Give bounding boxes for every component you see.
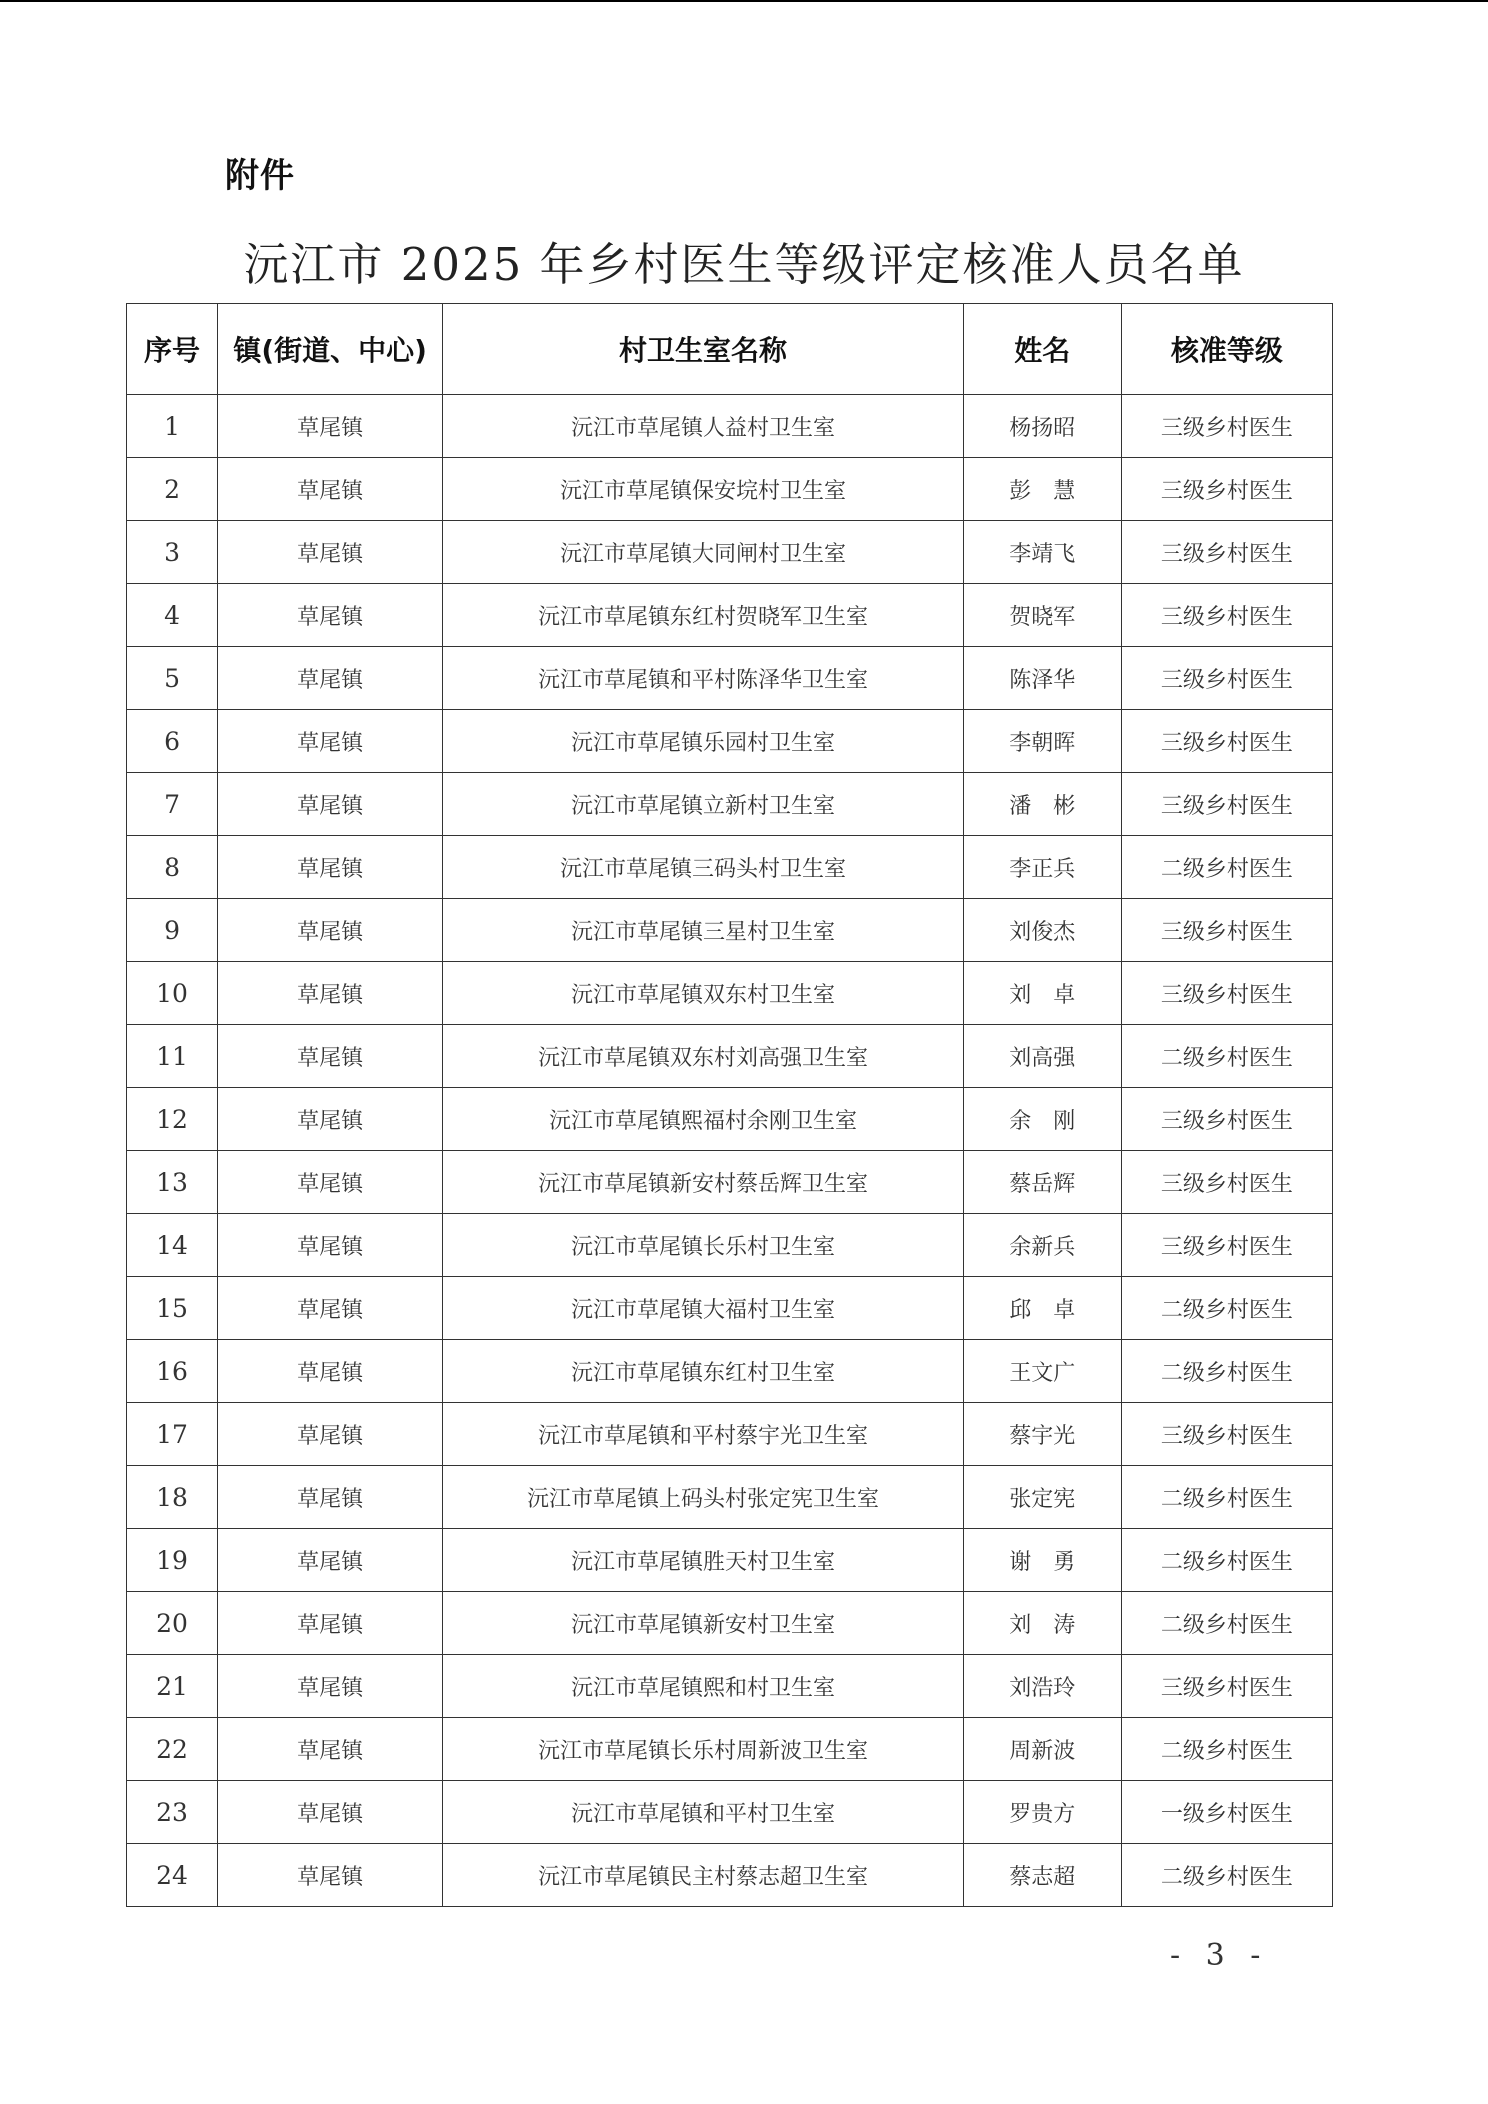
cell-person-name: 周新波 [963, 1718, 1121, 1781]
cell-town: 草尾镇 [218, 1025, 443, 1088]
cell-clinic-name: 沅江市草尾镇和平村卫生室 [443, 1781, 963, 1844]
table-row [127, 1340, 1333, 1403]
cell-approved-level: 二级乡村医生 [1121, 1844, 1332, 1907]
cell-person-name: 潘 彬 [963, 773, 1121, 836]
cell-person-name: 刘 卓 [963, 962, 1121, 1025]
cell-clinic-name: 沅江市草尾镇双东村刘高强卫生室 [443, 1025, 963, 1088]
table-row [127, 899, 1333, 962]
cell-serial-number: 3 [127, 521, 218, 584]
cell-person-name: 李靖飞 [963, 521, 1121, 584]
cell-serial-number: 24 [127, 1844, 218, 1907]
cell-clinic-name: 沅江市草尾镇新安村蔡岳辉卫生室 [443, 1151, 963, 1214]
cell-town: 草尾镇 [218, 521, 443, 584]
cell-person-name: 陈泽华 [963, 647, 1121, 710]
cell-approved-level: 三级乡村医生 [1121, 395, 1332, 458]
cell-person-name: 张定宪 [963, 1466, 1121, 1529]
cell-serial-number: 10 [127, 962, 218, 1025]
cell-approved-level: 二级乡村医生 [1121, 1718, 1332, 1781]
cell-person-name: 刘俊杰 [963, 899, 1121, 962]
cell-town: 草尾镇 [218, 1844, 443, 1907]
table-row [127, 773, 1333, 836]
page-number: - 3 - [1170, 1938, 1269, 1973]
cell-clinic-name: 沅江市草尾镇人益村卫生室 [443, 395, 963, 458]
cell-approved-level: 二级乡村医生 [1121, 1466, 1332, 1529]
cell-approved-level: 三级乡村医生 [1121, 899, 1332, 962]
cell-approved-level: 二级乡村医生 [1121, 1025, 1332, 1088]
cell-clinic-name: 沅江市草尾镇长乐村卫生室 [443, 1214, 963, 1277]
cell-town: 草尾镇 [218, 1781, 443, 1844]
cell-town: 草尾镇 [218, 836, 443, 899]
table-row [127, 1844, 1333, 1907]
cell-approved-level: 三级乡村医生 [1121, 458, 1332, 521]
cell-serial-number: 15 [127, 1277, 218, 1340]
cell-town: 草尾镇 [218, 1151, 443, 1214]
cell-clinic-name: 沅江市草尾镇立新村卫生室 [443, 773, 963, 836]
cell-serial-number: 13 [127, 1151, 218, 1214]
table-row [127, 458, 1333, 521]
table-row [127, 395, 1333, 458]
cell-clinic-name: 沅江市草尾镇双东村卫生室 [443, 962, 963, 1025]
cell-town: 草尾镇 [218, 1655, 443, 1718]
cell-approved-level: 三级乡村医生 [1121, 1403, 1332, 1466]
cell-approved-level: 三级乡村医生 [1121, 1151, 1332, 1214]
cell-clinic-name: 沅江市草尾镇大同闸村卫生室 [443, 521, 963, 584]
cell-clinic-name: 沅江市草尾镇三星村卫生室 [443, 899, 963, 962]
cell-person-name: 蔡岳辉 [963, 1151, 1121, 1214]
document-title: 沅江市 2025 年乡村医生等级评定核准人员名单 [243, 238, 1245, 291]
cell-serial-number: 21 [127, 1655, 218, 1718]
cell-clinic-name: 沅江市草尾镇上码头村张定宪卫生室 [443, 1466, 963, 1529]
cell-approved-level: 三级乡村医生 [1121, 710, 1332, 773]
cell-person-name: 李朝晖 [963, 710, 1121, 773]
cell-serial-number: 12 [127, 1088, 218, 1151]
cell-town: 草尾镇 [218, 899, 443, 962]
cell-serial-number: 23 [127, 1781, 218, 1844]
cell-serial-number: 20 [127, 1592, 218, 1655]
cell-clinic-name: 沅江市草尾镇长乐村周新波卫生室 [443, 1718, 963, 1781]
cell-person-name: 余新兵 [963, 1214, 1121, 1277]
table-row [127, 1214, 1333, 1277]
table-row [127, 647, 1333, 710]
cell-clinic-name: 沅江市草尾镇熙和村卫生室 [443, 1655, 963, 1718]
cell-town: 草尾镇 [218, 1592, 443, 1655]
cell-approved-level: 二级乡村医生 [1121, 1592, 1332, 1655]
cell-town: 草尾镇 [218, 1466, 443, 1529]
table-header-row [127, 304, 1333, 395]
cell-serial-number: 11 [127, 1025, 218, 1088]
cell-town: 草尾镇 [218, 395, 443, 458]
table-row [127, 1403, 1333, 1466]
table-row [127, 962, 1333, 1025]
cell-person-name: 余 刚 [963, 1088, 1121, 1151]
cell-serial-number: 9 [127, 899, 218, 962]
cell-town: 草尾镇 [218, 1403, 443, 1466]
cell-town: 草尾镇 [218, 773, 443, 836]
cell-approved-level: 三级乡村医生 [1121, 1214, 1332, 1277]
cell-clinic-name: 沅江市草尾镇熙福村余刚卫生室 [443, 1088, 963, 1151]
header-person-name: 姓名 [963, 304, 1121, 395]
cell-person-name: 蔡宇光 [963, 1403, 1121, 1466]
table-row [127, 1529, 1333, 1592]
cell-person-name: 李正兵 [963, 836, 1121, 899]
table-row [127, 836, 1333, 899]
cell-clinic-name: 沅江市草尾镇保安垸村卫生室 [443, 458, 963, 521]
cell-serial-number: 4 [127, 584, 218, 647]
header-clinic-name: 村卫生室名称 [443, 304, 963, 395]
cell-person-name: 彭 慧 [963, 458, 1121, 521]
cell-clinic-name: 沅江市草尾镇民主村蔡志超卫生室 [443, 1844, 963, 1907]
cell-town: 草尾镇 [218, 1088, 443, 1151]
cell-clinic-name: 沅江市草尾镇大福村卫生室 [443, 1277, 963, 1340]
cell-clinic-name: 沅江市草尾镇和平村陈泽华卫生室 [443, 647, 963, 710]
table-row [127, 1718, 1333, 1781]
cell-town: 草尾镇 [218, 647, 443, 710]
cell-approved-level: 三级乡村医生 [1121, 521, 1332, 584]
cell-approved-level: 二级乡村医生 [1121, 836, 1332, 899]
table-row [127, 584, 1333, 647]
cell-serial-number: 17 [127, 1403, 218, 1466]
table-row [127, 1151, 1333, 1214]
table-row [127, 1592, 1333, 1655]
cell-approved-level: 二级乡村医生 [1121, 1340, 1332, 1403]
cell-person-name: 罗贵方 [963, 1781, 1121, 1844]
cell-person-name: 谢 勇 [963, 1529, 1121, 1592]
cell-approved-level: 三级乡村医生 [1121, 647, 1332, 710]
cell-town: 草尾镇 [218, 1529, 443, 1592]
cell-town: 草尾镇 [218, 1214, 443, 1277]
cell-approved-level: 三级乡村医生 [1121, 1655, 1332, 1718]
cell-approved-level: 二级乡村医生 [1121, 1529, 1332, 1592]
cell-town: 草尾镇 [218, 584, 443, 647]
cell-clinic-name: 沅江市草尾镇新安村卫生室 [443, 1592, 963, 1655]
header-town: 镇(街道、中心) [218, 304, 443, 395]
cell-town: 草尾镇 [218, 962, 443, 1025]
cell-serial-number: 18 [127, 1466, 218, 1529]
cell-approved-level: 一级乡村医生 [1121, 1781, 1332, 1844]
table-row [127, 521, 1333, 584]
cell-serial-number: 5 [127, 647, 218, 710]
table-row [127, 1466, 1333, 1529]
cell-town: 草尾镇 [218, 1340, 443, 1403]
table-row [127, 1277, 1333, 1340]
cell-town: 草尾镇 [218, 1277, 443, 1340]
rural-doctor-roster-table [126, 303, 1333, 1907]
cell-approved-level: 三级乡村医生 [1121, 1088, 1332, 1151]
table-body [127, 395, 1333, 1907]
table-row [127, 1781, 1333, 1844]
cell-clinic-name: 沅江市草尾镇东红村卫生室 [443, 1340, 963, 1403]
header-approved-level: 核准等级 [1121, 304, 1332, 395]
cell-serial-number: 16 [127, 1340, 218, 1403]
cell-person-name: 刘 涛 [963, 1592, 1121, 1655]
table-row [127, 1088, 1333, 1151]
table-row [127, 1655, 1333, 1718]
cell-serial-number: 8 [127, 836, 218, 899]
cell-serial-number: 22 [127, 1718, 218, 1781]
cell-person-name: 刘高强 [963, 1025, 1121, 1088]
cell-person-name: 蔡志超 [963, 1844, 1121, 1907]
cell-clinic-name: 沅江市草尾镇东红村贺晓军卫生室 [443, 584, 963, 647]
cell-town: 草尾镇 [218, 1718, 443, 1781]
cell-approved-level: 二级乡村医生 [1121, 1277, 1332, 1340]
page-top-border [0, 0, 1488, 2]
cell-clinic-name: 沅江市草尾镇和平村蔡宇光卫生室 [443, 1403, 963, 1466]
cell-serial-number: 1 [127, 395, 218, 458]
table-row [127, 710, 1333, 773]
cell-person-name: 邱 卓 [963, 1277, 1121, 1340]
cell-approved-level: 三级乡村医生 [1121, 962, 1332, 1025]
cell-town: 草尾镇 [218, 458, 443, 521]
cell-person-name: 刘浩玲 [963, 1655, 1121, 1718]
cell-town: 草尾镇 [218, 710, 443, 773]
cell-clinic-name: 沅江市草尾镇三码头村卫生室 [443, 836, 963, 899]
cell-serial-number: 6 [127, 710, 218, 773]
cell-clinic-name: 沅江市草尾镇胜天村卫生室 [443, 1529, 963, 1592]
cell-clinic-name: 沅江市草尾镇乐园村卫生室 [443, 710, 963, 773]
cell-approved-level: 三级乡村医生 [1121, 584, 1332, 647]
cell-person-name: 贺晓军 [963, 584, 1121, 647]
cell-serial-number: 7 [127, 773, 218, 836]
cell-serial-number: 14 [127, 1214, 218, 1277]
cell-approved-level: 三级乡村医生 [1121, 773, 1332, 836]
cell-serial-number: 19 [127, 1529, 218, 1592]
cell-person-name: 王文广 [963, 1340, 1121, 1403]
table-row [127, 1025, 1333, 1088]
cell-person-name: 杨扬昭 [963, 395, 1121, 458]
attachment-label: 附件 [225, 156, 295, 196]
header-serial-number: 序号 [127, 304, 218, 395]
cell-serial-number: 2 [127, 458, 218, 521]
